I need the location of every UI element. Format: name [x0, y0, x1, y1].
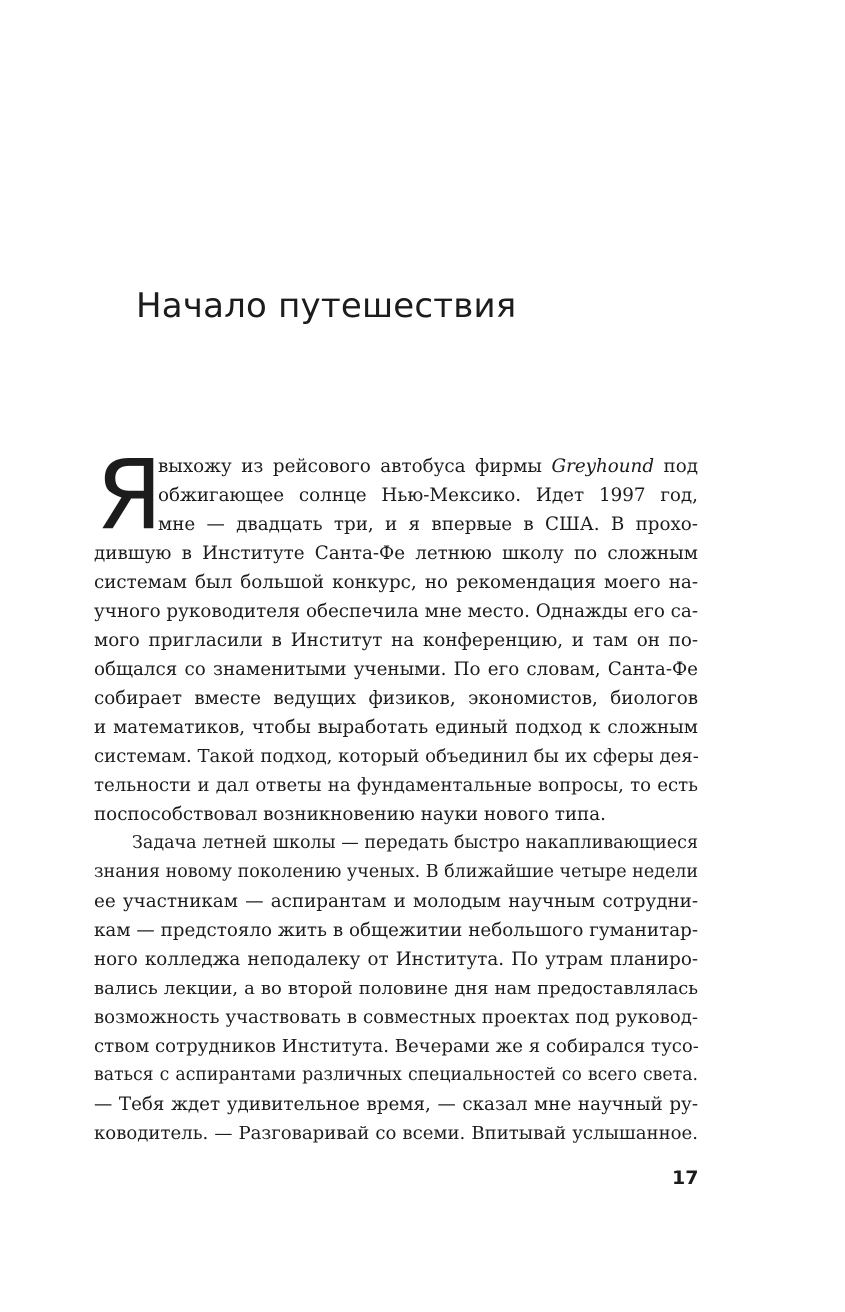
text-line: мне — двадцать три, и я впервые в США. В прохо- — [158, 514, 698, 535]
text-line: ваться с аспирантами различных специальностей со всего света. — [94, 1065, 698, 1085]
text-line: ством сотрудников Института. Вечерами же я собирался тусо- — [94, 1036, 699, 1057]
text-line: ководитель. — Разговаривай со всеми. Впитывай услышанное. — [94, 1123, 698, 1144]
text-line: кам — предстояло жить в общежитии небольшого гуманитар- — [94, 920, 698, 941]
text-line: мого пригласили в Институт на конференцию, и там он по- — [94, 630, 698, 651]
text-line: обжигающее солнце Нью-Мексико. Идет 1997 год, — [158, 485, 698, 506]
text-line: возможность участвовать в совместных проектах под руковод- — [94, 1007, 698, 1028]
text-line: — Тебя ждет удивительное время, — сказал мне научный ру- — [94, 1094, 698, 1115]
drop-cap-letter: Я — [96, 439, 163, 551]
brand-name: Greyhound — [551, 456, 655, 477]
text-line: ного колледжа неподалеку от Института. По утрам планиро- — [94, 949, 698, 970]
text-line: и математиков, чтобы выработать единый подход к сложным — [94, 717, 698, 738]
text-line: поспособствовал возникновению науки нового типа. — [94, 804, 606, 825]
chapter-title: Начало путешествия — [136, 286, 517, 326]
text-line: знания новому поколению ученых. В ближайшие четыре недели — [94, 862, 699, 882]
text-line: вались лекции, а во второй половине дня нам предоставлялась — [94, 978, 698, 999]
text-line: ее участникам — аспирантам и молодым научным сотрудни- — [94, 891, 698, 912]
text-line: системам был большой конкурс, но рекомендация моего на- — [94, 572, 698, 593]
text-line: собирает вместе ведущих физиков, экономистов, биологов — [94, 688, 698, 709]
text-line: учного руководителя обеспечила мне место. Однажды его са- — [94, 601, 698, 622]
text-line: общался со знаменитыми учеными. По его словам, Санта-Фе — [94, 659, 698, 680]
text-line: выхожу из рейсового автобуса фирмы Greyhound под — [158, 456, 698, 477]
text-line: дившую в Институте Санта-Фе летнюю школу по сложным — [94, 543, 698, 564]
text-line: тельности и дал ответы на фундаментальные вопросы, то есть — [94, 775, 698, 796]
page-number: 17 — [672, 1167, 699, 1189]
text-line: Задача летней школы — передать быстро накапливающиеся — [132, 833, 698, 853]
text-line: системам. Такой подход, который объединил бы их сферы дея- — [94, 746, 699, 767]
